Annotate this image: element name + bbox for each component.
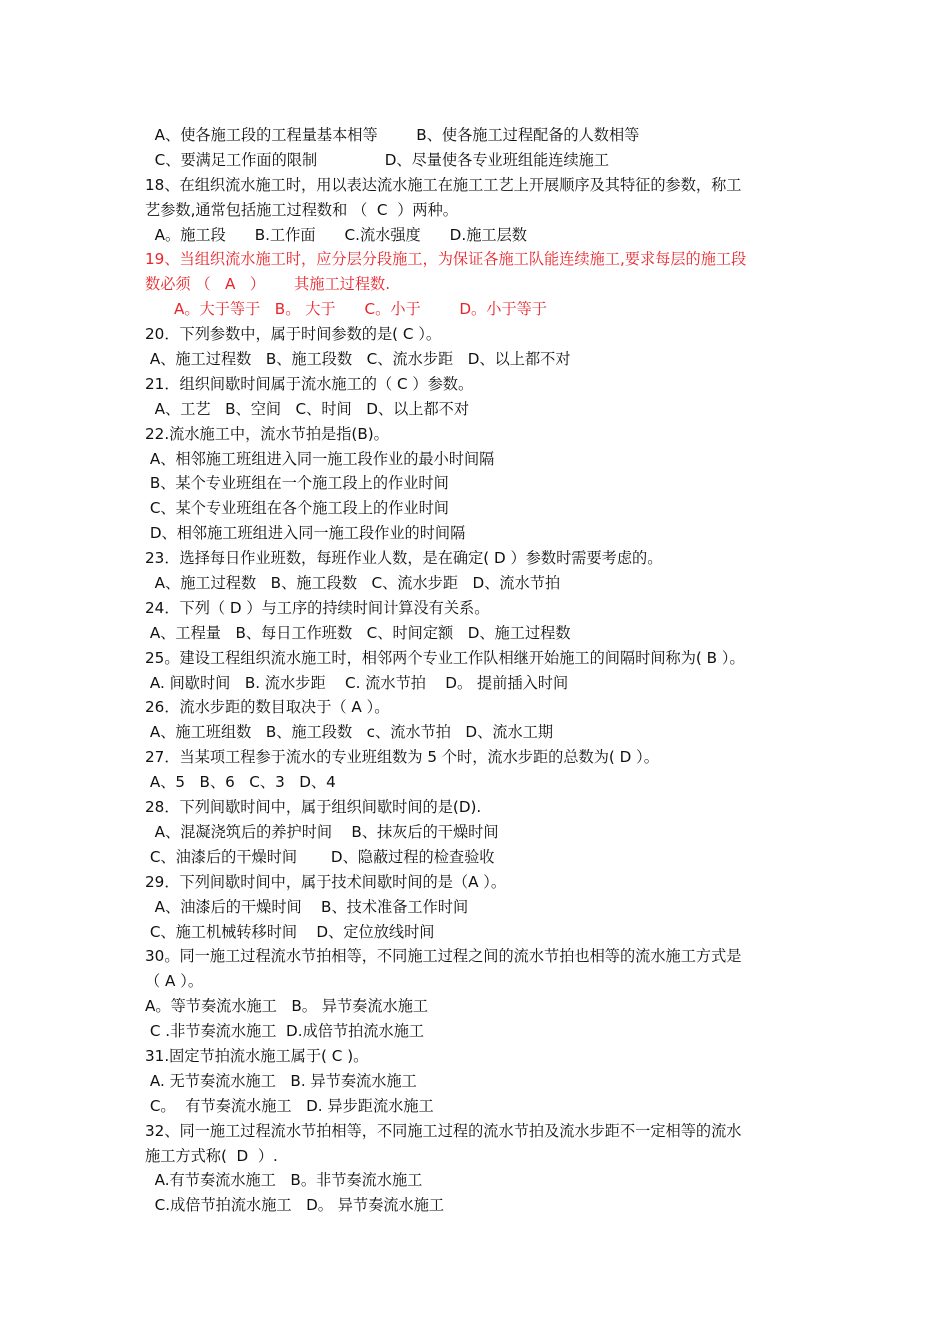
text-line: 26．流水步距的数目取决于（ A ）。 (145, 698, 390, 717)
text-line: 18、在组织流水施工时，用以表达流水施工在施工工艺上开展顺序及其特征的参数，称工 (145, 175, 742, 194)
text-line: C、要满足工作面的限制 D、尽量使各专业班组能连续施工 (145, 150, 610, 169)
text-line: 25。建设工程组织流水施工时，相邻两个专业工作队相继开始施工的间隔时间称为( B ）。 (145, 648, 745, 667)
text-line: 施工方式称( D ）. (145, 1146, 278, 1165)
text-line: 23．选择每日作业班数，每班作业人数，是在确定( D ）参数时需要考虑的。 (145, 549, 663, 568)
text-line: A。施工段 B.工作面 C.流水强度 D.施工层数 (145, 225, 527, 244)
text-line: A、施工班组数 B、施工段数 c、流水节拍 D、流水工期 (145, 723, 554, 742)
text-line: C .非节奏流水施工 D.成倍节拍流水施工 (145, 1022, 425, 1041)
text-line: 31.固定节拍流水施工属于( C )。 (145, 1046, 369, 1065)
text-line: 19、当组织流水施工时，应分层分段施工，为保证各施工队能连续施工,要求每层的施工段 (145, 250, 747, 269)
text-line: A、混凝浇筑后的养护时间 B、抹灰后的干燥时间 (145, 822, 499, 841)
text-line: 30。同一施工过程流水节拍相等，不同施工过程之间的流水节拍也相等的流水施工方式是 (145, 947, 742, 966)
text-line: A、工艺 B、空间 C、时间 D、以上都不对 (145, 399, 470, 418)
text-line: A。大于等于 B。 大于 C。小于 D。小于等于 (145, 300, 547, 319)
text-line: 32、同一施工过程流水节拍相等，不同施工过程的流水节拍及流水步距不一定相等的流水 (145, 1121, 742, 1140)
text-line: A、使各施工段的工程量基本相等 B、使各施工过程配备的人数相等 (145, 126, 640, 144)
text-line: 22.流水施工中，流水节拍是指(B)。 (145, 424, 389, 443)
text-line: （ A ）。 (145, 972, 204, 991)
question-list (0, 123, 950, 1218)
text-line: 28．下列间歇时间中，属于组织间歇时间的是(D). (145, 798, 482, 817)
text-line: A。等节奏流水施工 B。 异节奏流水施工 (145, 997, 429, 1016)
text-line: A.有节奏流水施工 B。非节奏流水施工 (145, 1171, 423, 1190)
text-line: 20．下列参数中，属于时间参数的是( C ）。 (145, 325, 442, 344)
text-line: A、工程量 B、每日工作班数 C、时间定额 D、施工过程数 (145, 623, 571, 642)
text-line: 27．当某项工程参于流水的专业班组数为 5 个时，流水步距的总数为( D ）。 (145, 748, 659, 767)
text-line: A、相邻施工班组进入同一施工段作业的最小时间隔 (145, 449, 495, 468)
text-line: C、油漆后的干燥时间 D、隐蔽过程的检查验收 (145, 847, 495, 866)
text-line: A、施工过程数 B、施工段数 C、流水步距 D、以上都不对 (145, 350, 571, 369)
text-line: 21．组织间歇时间属于流水施工的（ C ）参数。 (145, 374, 474, 393)
text-line: B、某个专业班组在一个施工段上的作业时间 (145, 474, 449, 493)
text-line: 数必须 （ A ） 其施工过程数. (145, 275, 391, 294)
text-line: C、某个专业班组在各个施工段上的作业时间 (145, 499, 449, 518)
text-line: 24．下列（ D ）与工序的持续时间计算没有关系。 (145, 598, 490, 617)
text-line: C、施工机械转移时间 D、定位放线时间 (145, 922, 435, 941)
text-line: A、施工过程数 B、施工段数 C、流水步距 D、流水节拍 (145, 574, 561, 593)
text-line: A、5 B、6 C、3 D、4 (145, 773, 336, 792)
text-line: A、油漆后的干燥时间 B、技术准备工作时间 (145, 897, 469, 916)
text-line: D、相邻施工班组进入同一施工段作业的时间隔 (145, 524, 466, 543)
text-line: A. 间歇时间 B. 流水步距 C. 流水节拍 D。 提前插入时间 (145, 673, 569, 692)
text-line: C。 有节奏流水施工 D. 异步距流水施工 (145, 1096, 434, 1115)
text-line: 29．下列间歇时间中，属于技术间歇时间的是（A ）。 (145, 872, 507, 891)
text-line: 艺参数,通常包括施工过程数和 （ C ）两种。 (145, 200, 458, 219)
text-line: A. 无节奏流水施工 B. 异节奏流水施工 (145, 1071, 417, 1090)
text-line: C.成倍节拍流水施工 D。 异节奏流水施工 (145, 1196, 445, 1215)
